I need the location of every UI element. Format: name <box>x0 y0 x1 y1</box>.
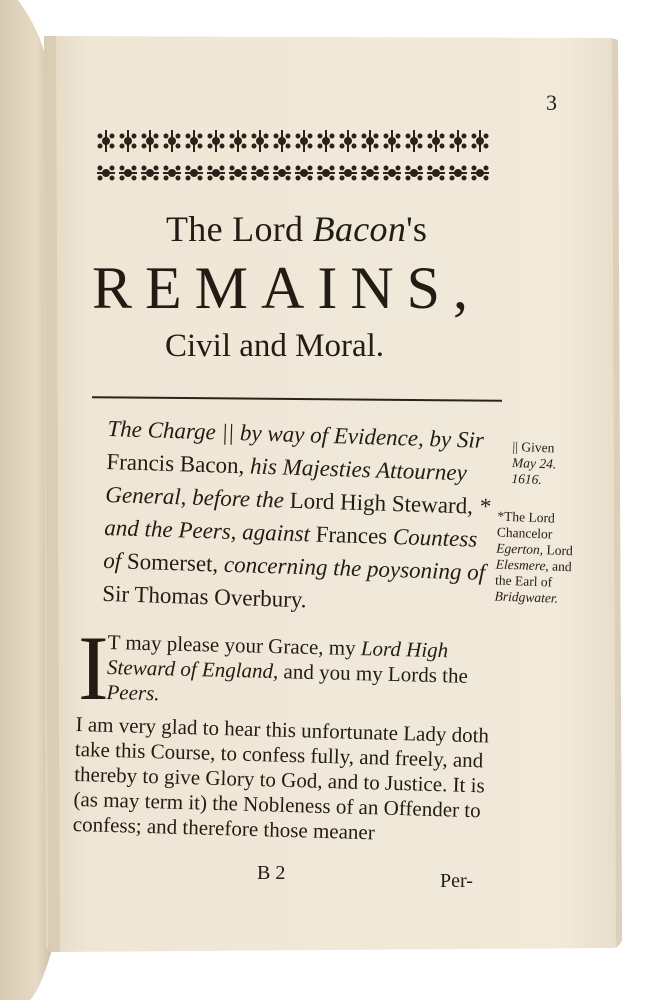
heading-part: || by way of Evidence, by Sir <box>215 419 485 453</box>
heading-part: Somerset, <box>126 548 225 577</box>
body-part: Peers. <box>106 679 160 706</box>
side-note-date <box>511 439 573 489</box>
note-part: Bridgwater. <box>494 588 559 606</box>
heading-part: Lord High Steward, <box>289 487 480 519</box>
side-note-lords <box>494 509 581 608</box>
note-part: and the Earl of <box>494 558 572 590</box>
heading-part: his Majesties Attourney General, before the <box>105 453 468 513</box>
note-mark: || Given <box>512 438 555 456</box>
title-prefix: The Lord <box>166 209 313 249</box>
heading-part: * and the Peers, against <box>103 493 491 547</box>
heading-part: Frances <box>315 521 394 550</box>
heading-part: The Charge <box>107 415 217 445</box>
heading-part: Countess of <box>102 524 478 574</box>
catchword: Per- <box>440 870 473 892</box>
title-suffix: 's <box>406 209 428 249</box>
drop-cap: I <box>78 617 109 719</box>
note-part: *The Lord Chancelor <box>496 508 556 542</box>
body-paragraph-2: I am very glad to hear this unfortunate Lady doth take this Course, to confess fully, and freely, and thereby to give Glory to God, and to Justice. It is (as may term it) the Nobleness of an Offender to confess; and therefore those meaner <box>72 712 490 845</box>
page-number: 3 <box>546 90 557 115</box>
body-paragraph-1 <box>106 630 493 714</box>
section-heading <box>102 412 493 622</box>
note-date: May 24. 1616. <box>511 454 557 487</box>
heading-part: concerning the poysoning of <box>223 551 486 585</box>
note-part: Elesmere, <box>495 556 550 574</box>
title-line-1 <box>166 208 427 250</box>
note-part: Lord <box>542 542 574 559</box>
body-part: and you my Lords the <box>278 659 469 688</box>
signature-mark: B 2 <box>257 862 286 884</box>
title-line-3: Civil and Moral. <box>165 328 385 364</box>
heading-part: Francis Bacon, <box>106 448 251 479</box>
body-part: T may please your Grace, my <box>107 630 362 661</box>
ornament-bottom-row <box>96 160 506 186</box>
heading-part: Sir Thomas Overbury. <box>101 580 308 613</box>
note-part: Egerton, <box>496 540 544 558</box>
title-line-2: REMAINS, <box>92 255 482 321</box>
body-part: Lord High Steward of England, <box>106 636 449 684</box>
ornament-top-row <box>96 128 506 154</box>
title-italic-name: Bacon <box>312 209 407 249</box>
